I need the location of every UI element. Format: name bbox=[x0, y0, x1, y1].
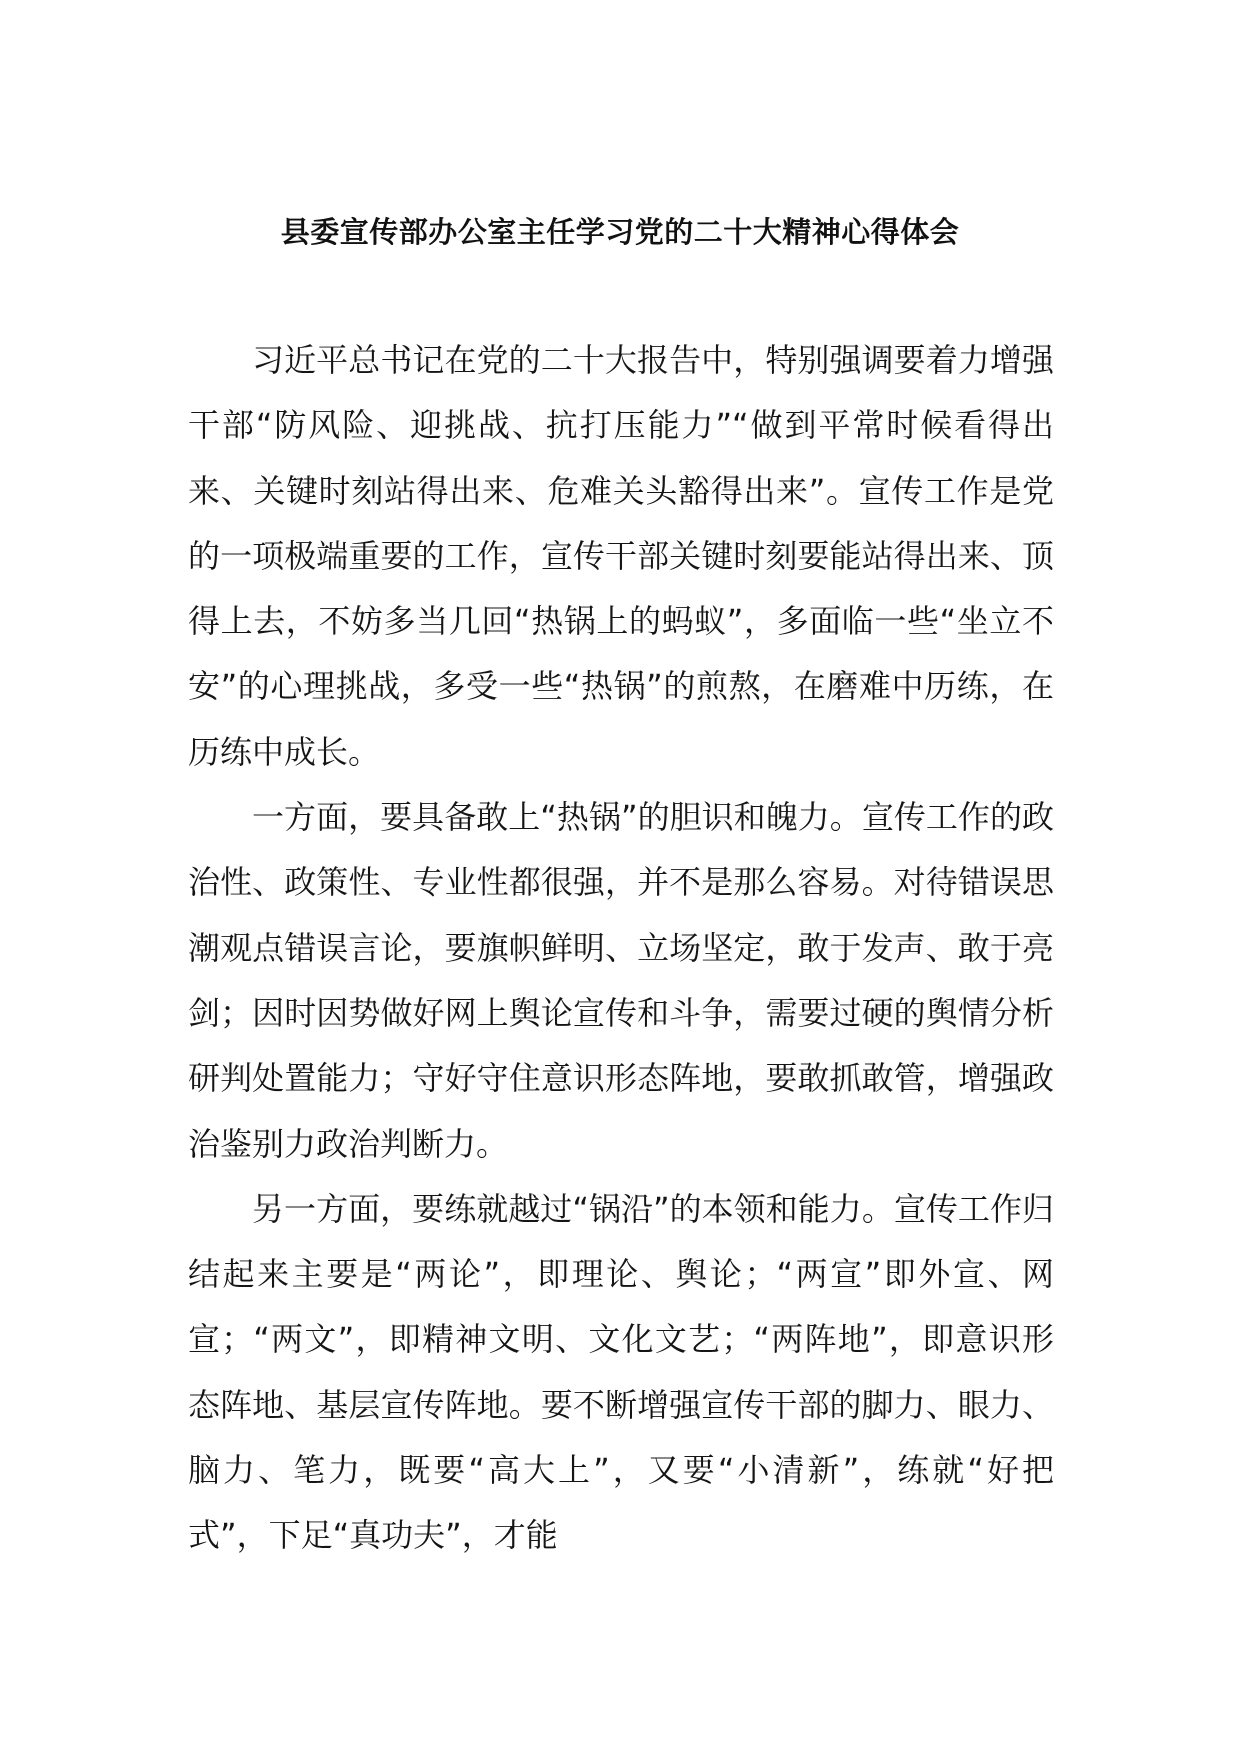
paragraph-2: 一方面，要具备敢上“热锅”的胆识和魄力。宣传工作的政治性、政策性、专业性都很强，并不是那么容易。对待错误思潮观点错误言论，要旗帜鲜明、立场坚定，敢于发声、敢于亮剑；因时因势做好网上舆论宣传和斗争，需要过硬的舆情分析研判处置能力；守好守住意识形态阵地，要敢抓敢管，增强政治鉴别力政治判断力。 bbox=[188, 798, 1054, 1163]
paragraph-3: 另一方面，要练就越过“锅沿”的本领和能力。宣传工作归结起来主要是“两论”，即理论、舆论；“两宣”即外宣、网宣；“两文”，即精神文明、文化文艺；“两阵地”，即意识形态阵地、基层宣传阵地。要不断增强宣传干部的脚力、眼力、脑力、笔力，既要“高大上”，又要“小清新”，练就“好把式”，下足“真功夫”，才能 bbox=[188, 1189, 1054, 1555]
document-body bbox=[188, 328, 1054, 1569]
document-title: 县委宣传部办公室主任学习党的二十大精神心得体会 bbox=[280, 215, 960, 249]
paragraph-1: 习近平总书记在党的二十大报告中，特别强调要着力增强干部“防风险、迎挑战、抗打压能力”“做到平常时候看得出来、关键时刻站得出来、危难关头豁得出来”。宣传工作是党的一项极端重要的工作，宣传干部关键时刻要能站得出来、顶得上去，不妨多当几回“热锅上的蚂蚁”，多面临一些“坐立不安”的心理挑战，多受一些“热锅”的煎熬，在磨难中历练，在历练中成长。 bbox=[188, 341, 1054, 771]
